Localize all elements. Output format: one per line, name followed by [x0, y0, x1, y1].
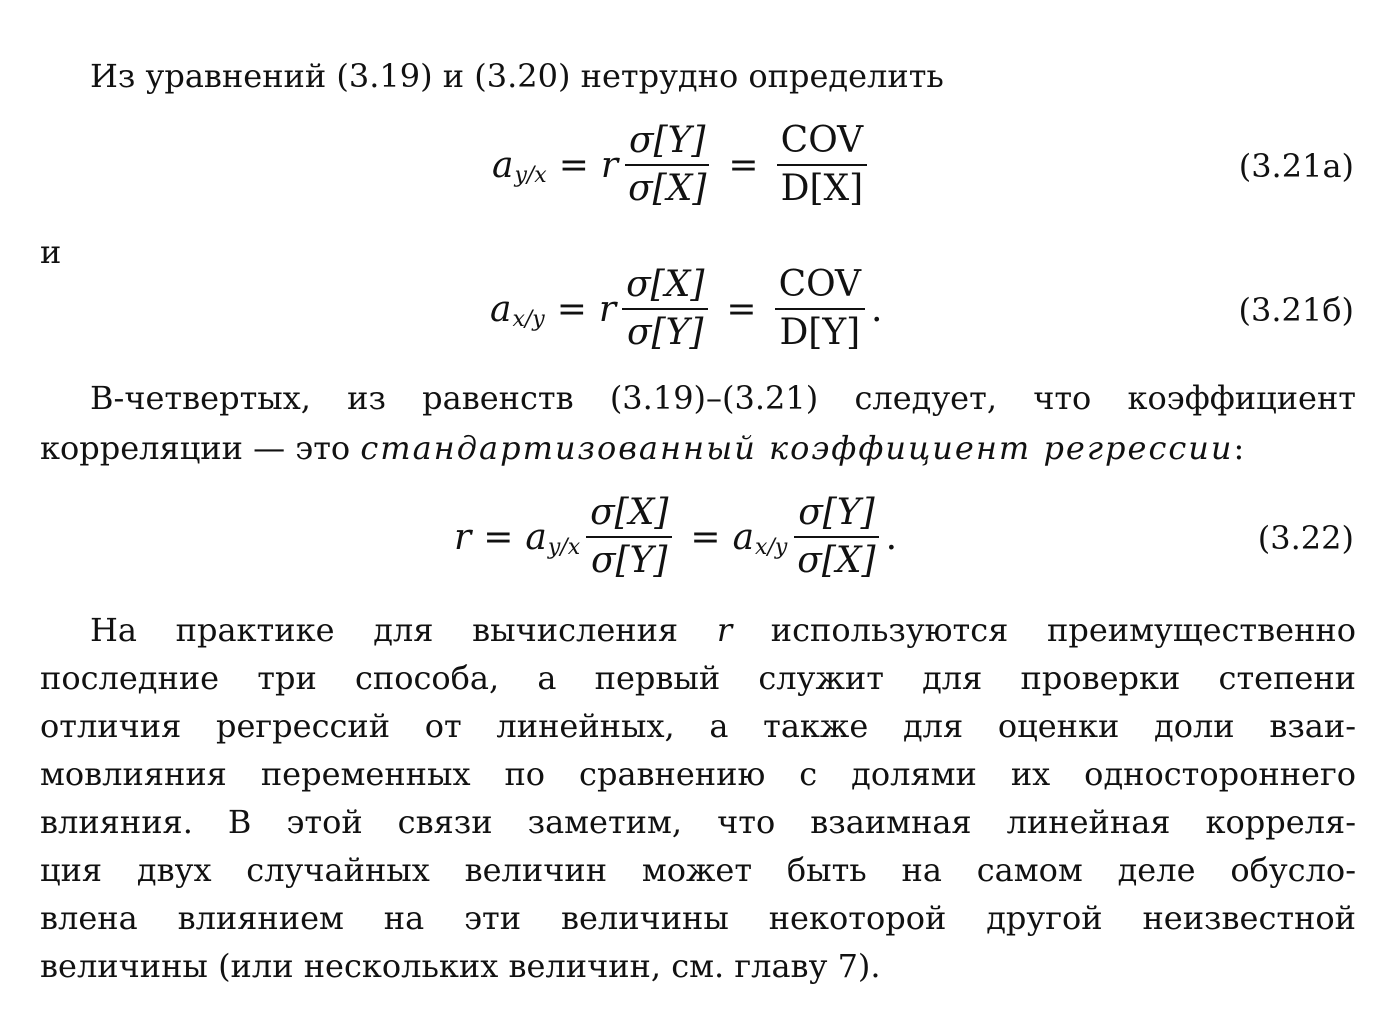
paragraph-2-text: корреляции — это	[40, 429, 361, 467]
paragraph-3-line-2: последние три способа, а первый служит для проверки степени	[40, 659, 1356, 697]
paragraph-3-text: На практике для вычисления	[90, 611, 717, 649]
fraction-denominator: σ[Y]	[627, 312, 704, 353]
eq-trailing-punct: .	[871, 288, 883, 330]
paragraph-3-line-3: отличия регрессий от линейных, а также для оценки доли взаи-	[40, 707, 1356, 745]
equation-number-3-21b: (3.21б)	[1238, 291, 1354, 329]
eq-fraction-sigma	[793, 490, 879, 584]
eq-equals: =	[483, 516, 514, 558]
eq-lhs-symbol: a	[490, 288, 512, 330]
paragraph-3-line-1	[90, 606, 1356, 654]
equation-3-22	[454, 490, 897, 584]
emphasized-term: стандартизованный коэффициент регрессии	[360, 429, 1234, 467]
eq-term-subscript: y/x	[547, 534, 581, 560]
eq-equals: =	[690, 516, 721, 558]
paragraph-3-line-7: влена влиянием на эти величины некоторой другой неизвестной	[40, 899, 1356, 937]
eq-fraction-sigma	[586, 490, 672, 584]
eq-equals: =	[728, 144, 759, 186]
fraction-denominator: D[X]	[780, 168, 864, 209]
eq-lhs-symbol: r	[454, 516, 472, 558]
paragraph-2-line-2	[40, 424, 1356, 472]
eq-lhs-subscript: y/x	[514, 162, 547, 188]
intro-line: Из уравнений (3.19) и (3.20) нетрудно определить	[90, 57, 944, 95]
equation-number-3-22: (3.22)	[1257, 519, 1354, 557]
fraction-numerator: COV	[777, 118, 867, 166]
paragraph-3-line-4: мовлияния переменных по сравнению с долями их одностороннего	[40, 755, 1356, 793]
eq-coefficient: r	[598, 288, 617, 330]
variable-r: r	[716, 611, 733, 649]
fraction-denominator: σ[X]	[797, 540, 876, 581]
eq-fraction-sigma	[622, 262, 708, 356]
conjunction-and: и	[40, 233, 62, 271]
eq-equals: =	[558, 144, 589, 186]
paragraph-3-line-5: влияния. В этой связи заметим, что взаимная линейная корреля-	[40, 803, 1356, 841]
fraction-numerator: σ[Y]	[625, 118, 709, 166]
eq-coefficient: r	[600, 144, 619, 186]
paragraph-3-text: используются преимущественно	[732, 611, 1357, 649]
eq-trailing-punct: .	[885, 516, 898, 558]
fraction-denominator: σ[Y]	[591, 540, 668, 581]
eq-fraction-sigma	[624, 118, 710, 212]
paragraph-2-line-1: В-четвертых, из равенств (3.19)–(3.21) следует, что коэффициент	[90, 379, 1356, 417]
eq-lhs-symbol: a	[492, 144, 514, 186]
eq-term-symbol: a	[732, 516, 755, 558]
equation-number-3-21a: (3.21а)	[1238, 147, 1354, 185]
paragraph-3-line-6: ция двух случайных величин может быть на самом деле обусло-	[40, 851, 1356, 889]
fraction-numerator: σ[Y]	[794, 490, 878, 538]
paragraph-2-punct: :	[1233, 429, 1245, 467]
equation-3-21a	[492, 118, 873, 212]
eq-fraction-cov	[777, 118, 868, 212]
eq-fraction-cov	[775, 262, 865, 356]
fraction-numerator: COV	[775, 262, 865, 310]
eq-term-symbol: a	[525, 516, 547, 558]
equation-3-21b	[490, 262, 882, 356]
fraction-numerator: σ[X]	[622, 262, 708, 310]
fraction-numerator: σ[X]	[586, 490, 672, 538]
eq-equals: =	[726, 288, 757, 330]
eq-equals: =	[556, 288, 587, 330]
paragraph-3-line-8: величины (или нескольких величин, см. главу 7).	[40, 947, 881, 985]
fraction-denominator: σ[X]	[628, 168, 707, 209]
eq-lhs-subscript: x/y	[512, 306, 545, 332]
eq-term-subscript: x/y	[755, 534, 788, 560]
fraction-denominator: D[Y]	[779, 312, 861, 353]
